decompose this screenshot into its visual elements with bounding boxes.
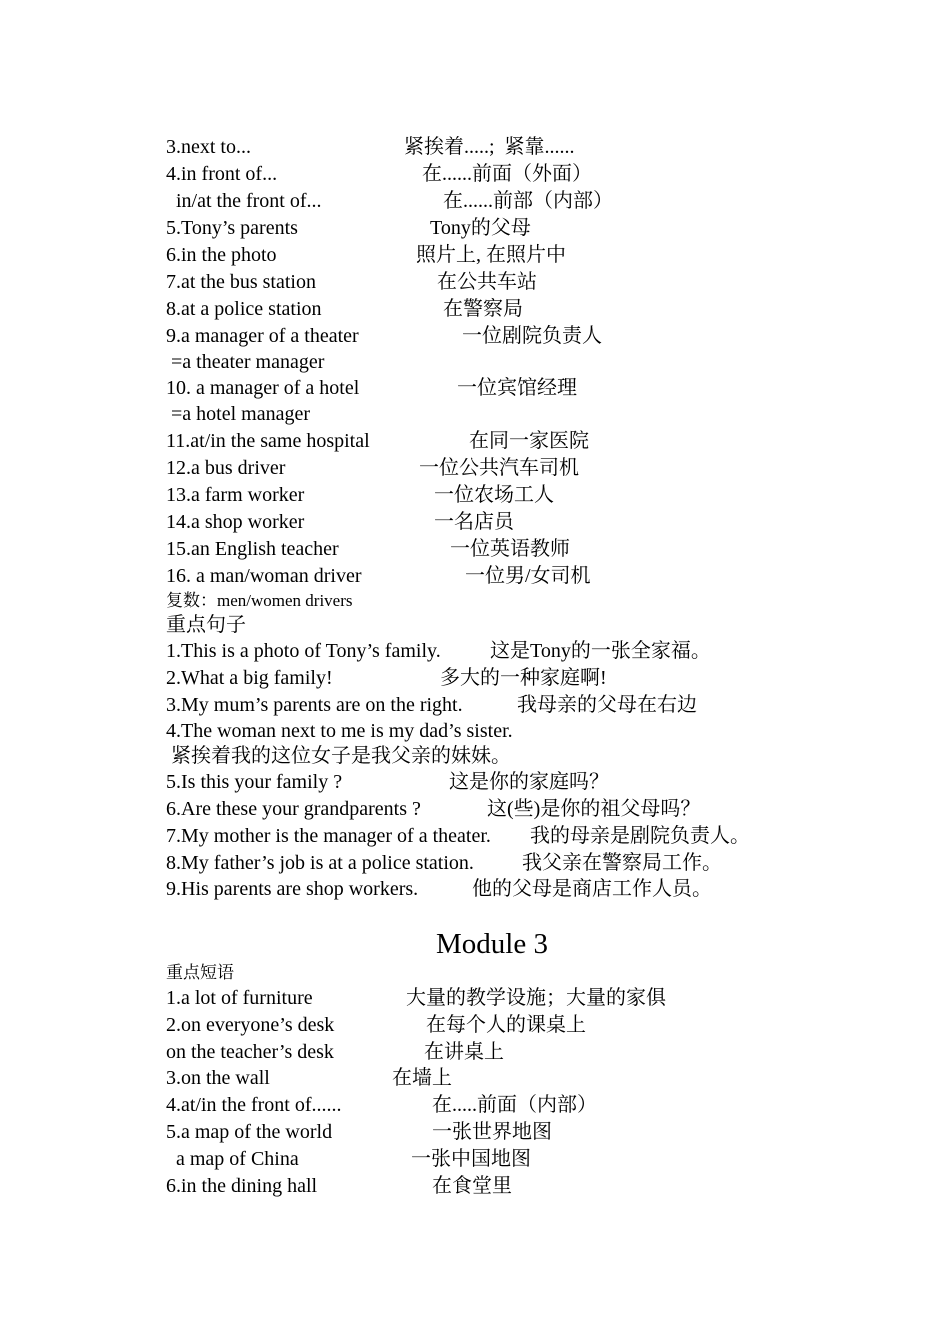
- phrase-chinese: 一名店员: [434, 511, 514, 533]
- sentence-english: 7.My mother is the manager of a theater.: [166, 825, 491, 847]
- phrase-english: 13.a farm worker: [166, 484, 305, 506]
- phrase-row: [0, 1146, 531, 1173]
- phrase-english: in/at the front of...: [166, 190, 322, 212]
- sentence-chinese: 他的父母是商店工作人员。: [472, 878, 712, 900]
- phrase-chinese: 一位英语教师: [450, 538, 570, 560]
- phrase-chinese: 紧挨着.....; 紧靠......: [404, 136, 575, 158]
- phrase-chinese: 一张世界地图: [432, 1121, 552, 1143]
- phrase-english: 16. a man/woman driver: [166, 565, 362, 587]
- phrase-english: 6.in the photo: [166, 244, 277, 266]
- phrase-chinese: 在墙上: [392, 1067, 452, 1089]
- phrase-row: [0, 1039, 504, 1066]
- sentence-english: 2.What a big family!: [166, 667, 333, 689]
- sentence-row: [0, 743, 511, 770]
- phrase-chinese: 大量的教学设施；大量的家俱: [406, 987, 666, 1009]
- sentence-chinese: 我的母亲是剧院负责人。: [530, 825, 750, 847]
- sentence-row: [0, 665, 607, 692]
- sentence-english: 9.His parents are shop workers.: [166, 878, 419, 900]
- phrase-english: 15.an English teacher: [166, 538, 339, 560]
- sentence-row: [0, 876, 712, 903]
- phrase-row: [0, 323, 602, 350]
- sentence-row: [0, 769, 609, 796]
- phrase-chinese: 在.....前面（内部）: [432, 1094, 597, 1116]
- phrase-chinese: 在......前部（内部）: [443, 190, 613, 212]
- phrase-row: [0, 215, 531, 242]
- phrase-chinese: Tony的父母: [430, 217, 531, 239]
- phrase-english: 8.at a police station: [166, 298, 322, 320]
- phrase-row: [0, 536, 570, 563]
- phrase-chinese: 一位宾馆经理: [457, 377, 577, 399]
- phrase-row: [0, 482, 554, 509]
- phrase-english: a map of China: [166, 1148, 299, 1170]
- phrase-row: [0, 1173, 512, 1200]
- phrase-chinese: 一位农场工人: [434, 484, 554, 506]
- sentence-english: 3.My mum’s parents are on the right.: [166, 694, 463, 716]
- plural-note: 复数：men/women drivers: [166, 591, 353, 610]
- phrase-row: [0, 134, 575, 161]
- phrase-row: [0, 428, 589, 455]
- phrase-row: [0, 349, 325, 376]
- phrase-row: [0, 455, 579, 482]
- phrase-row: [0, 242, 566, 269]
- phrase-row: [0, 161, 592, 188]
- phrase-english: 4.at/in the front of......: [166, 1094, 342, 1116]
- phrase-row: [0, 269, 537, 296]
- phrase-english: 5.Tony’s parents: [166, 217, 298, 239]
- sentence-chinese: 我父亲在警察局工作。: [522, 852, 722, 874]
- phrase-english: 10. a manager of a hotel: [166, 377, 360, 399]
- sentence-english: 紧挨着我的这位女子是我父亲的妹妹。: [166, 745, 511, 767]
- phrase-row: [0, 1065, 452, 1092]
- phrase-chinese: 在同一家医院: [469, 430, 589, 452]
- phrase-english: 14.a shop worker: [166, 511, 305, 533]
- sentence-english: 4.The woman next to me is my dad’s sister.: [166, 720, 513, 742]
- phrase-english: 6.in the dining hall: [166, 1175, 318, 1197]
- sentence-row: [0, 638, 711, 665]
- phrase-chinese: 一位剧院负责人: [462, 325, 602, 347]
- phrase-english: 9.a manager of a theater: [166, 325, 359, 347]
- phrase-row: [0, 296, 523, 323]
- sentence-chinese: 这是Tony的一张全家福。: [490, 640, 711, 662]
- phrase-english: 3.next to...: [166, 136, 251, 158]
- sentence-chinese: 这(些)是你的祖父母吗？: [487, 798, 701, 820]
- sentence-chinese: 这是你的家庭吗？: [449, 771, 609, 793]
- section-heading-key-sentences: 重点句子: [166, 614, 246, 636]
- phrase-row: [0, 1119, 552, 1146]
- phrase-row: [0, 375, 577, 402]
- phrase-english: =a theater manager: [166, 351, 325, 373]
- phrase-chinese: 在......前面（外面）: [422, 163, 592, 185]
- phrase-row: [0, 401, 310, 428]
- phrase-row: [0, 1092, 597, 1119]
- phrase-english: 3.on the wall: [166, 1067, 270, 1089]
- phrase-english: 2.on everyone’s desk: [166, 1014, 335, 1036]
- section-heading-key-phrases: 重点短语: [166, 963, 234, 982]
- phrase-english: 12.a bus driver: [166, 457, 286, 479]
- phrase-english: 1.a lot of furniture: [166, 987, 313, 1009]
- sentence-english: 8.My father’s job is at a police station.: [166, 852, 474, 874]
- phrase-row: [0, 1012, 586, 1039]
- sentence-row: [0, 823, 750, 850]
- phrase-chinese: 在公共车站: [437, 271, 537, 293]
- phrase-row: [0, 563, 591, 590]
- sentence-english: 6.Are these your grandparents ?: [166, 798, 421, 820]
- sentence-row: [0, 692, 697, 719]
- phrase-chinese: 照片上, 在照片中: [416, 244, 566, 266]
- phrase-english: 5.a map of the world: [166, 1121, 333, 1143]
- phrase-row: [0, 509, 514, 536]
- sentence-row: [0, 796, 701, 823]
- phrase-chinese: 在讲桌上: [424, 1041, 504, 1063]
- phrase-chinese: 一位男/女司机: [465, 565, 591, 587]
- phrase-english: 4.in front of...: [166, 163, 278, 185]
- phrase-english: on the teacher’s desk: [166, 1041, 334, 1063]
- sentence-chinese: 我母亲的父母在右边: [517, 694, 697, 716]
- phrase-row: [0, 188, 613, 215]
- sentence-row: [0, 850, 722, 877]
- phrase-english: 7.at the bus station: [166, 271, 316, 293]
- phrase-chinese: 在警察局: [443, 298, 523, 320]
- sentence-english: 5.Is this your family ?: [166, 771, 343, 793]
- phrase-english: =a hotel manager: [166, 403, 310, 425]
- sentence-english: 1.This is a photo of Tony’s family.: [166, 640, 441, 662]
- phrase-chinese: 一张中国地图: [411, 1148, 531, 1170]
- phrase-chinese: 在每个人的课桌上: [426, 1014, 586, 1036]
- phrase-chinese: 在食堂里: [432, 1175, 512, 1197]
- sentence-chinese: 多大的一种家庭啊!: [440, 667, 607, 689]
- module-title: Module 3: [436, 928, 548, 960]
- sentence-row: [0, 718, 513, 745]
- phrase-english: 11.at/in the same hospital: [166, 430, 370, 452]
- phrase-chinese: 一位公共汽车司机: [419, 457, 579, 479]
- phrase-row: [0, 985, 666, 1012]
